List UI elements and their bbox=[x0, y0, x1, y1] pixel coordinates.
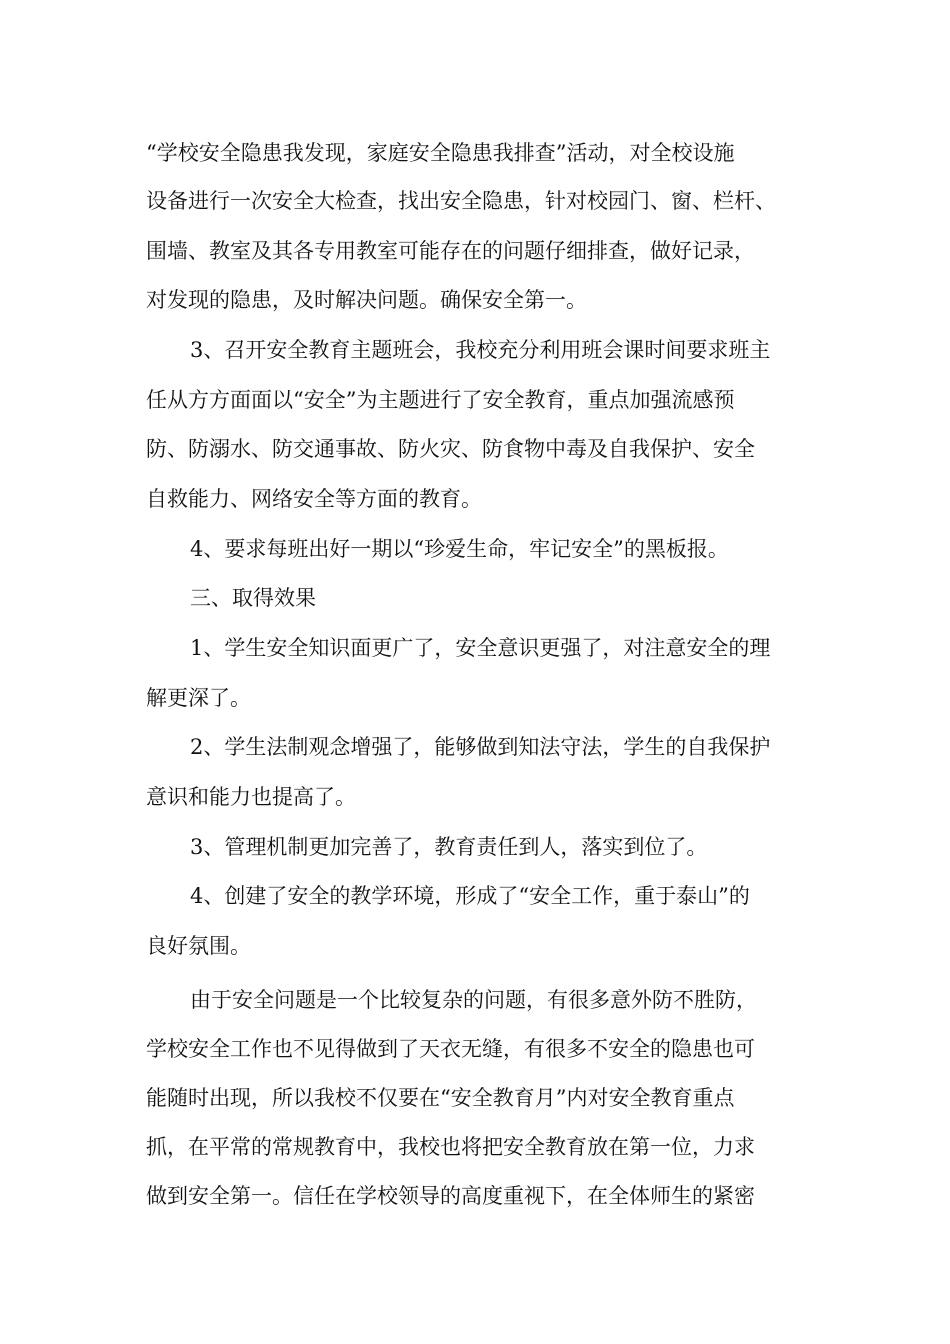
text-line: 围墙、教室及其各专用教室可能存在的问题仔细排查，做好记录， bbox=[146, 239, 755, 263]
text-line: “学校安全隐患我发现，家庭安全隐患我排查”活动，对全校设施 bbox=[146, 141, 735, 165]
text-line: 解更深了。 bbox=[146, 686, 251, 710]
text-line: 3、召开安全教育主题班会，我校充分利用班会课时间要求班主 bbox=[190, 338, 771, 362]
text-line: 2、学生法制观念增强了，能够做到知法守法，学生的自我保护 bbox=[190, 735, 771, 759]
text-line: 1、学生安全知识面更广了，安全意识更强了，对注意安全的理 bbox=[190, 636, 771, 660]
text-line: 3、管理机制更加完善了，教育责任到人，落实到位了。 bbox=[190, 835, 708, 859]
text-line: 防、防溺水、防交通事故、防火灾、防食物中毒及自我保护、安全 bbox=[146, 437, 755, 461]
text-line: 4、要求每班出好一期以“珍爱生命，牢记安全”的黑板报。 bbox=[190, 537, 729, 561]
text-line: 设备进行一次安全大检查，找出安全隐患，针对校园门、窗、栏杆、 bbox=[146, 189, 776, 213]
text-line: 良好氛围。 bbox=[146, 934, 251, 958]
text-line: 4、创建了安全的教学环境，形成了“安全工作，重于泰山”的 bbox=[190, 884, 750, 908]
section-heading: 三、取得效果 bbox=[190, 586, 316, 610]
text-line: 由于安全问题是一个比较复杂的问题，有很多意外防不胜防， bbox=[190, 988, 757, 1012]
text-line: 能随时出现，所以我校不仅要在“安全教育月”内对安全教育重点 bbox=[146, 1086, 735, 1110]
text-line: 对发现的隐患，及时解决问题。确保安全第一。 bbox=[146, 288, 587, 312]
text-line: 任从方方面面以“安全”为主题进行了安全教育，重点加强流感预 bbox=[146, 388, 735, 412]
text-line: 抓，在平常的常规教育中，我校也将把安全教育放在第一位，力求 bbox=[146, 1135, 755, 1159]
text-line: 学校安全工作也不见得做到了天衣无缝，有很多不安全的隐患也可 bbox=[146, 1037, 755, 1061]
text-line: 意识和能力也提高了。 bbox=[146, 785, 356, 809]
text-line: 自救能力、网络安全等方面的教育。 bbox=[146, 487, 482, 511]
text-line: 做到安全第一。信任在学校领导的高度重视下，在全体师生的紧密 bbox=[146, 1184, 755, 1208]
